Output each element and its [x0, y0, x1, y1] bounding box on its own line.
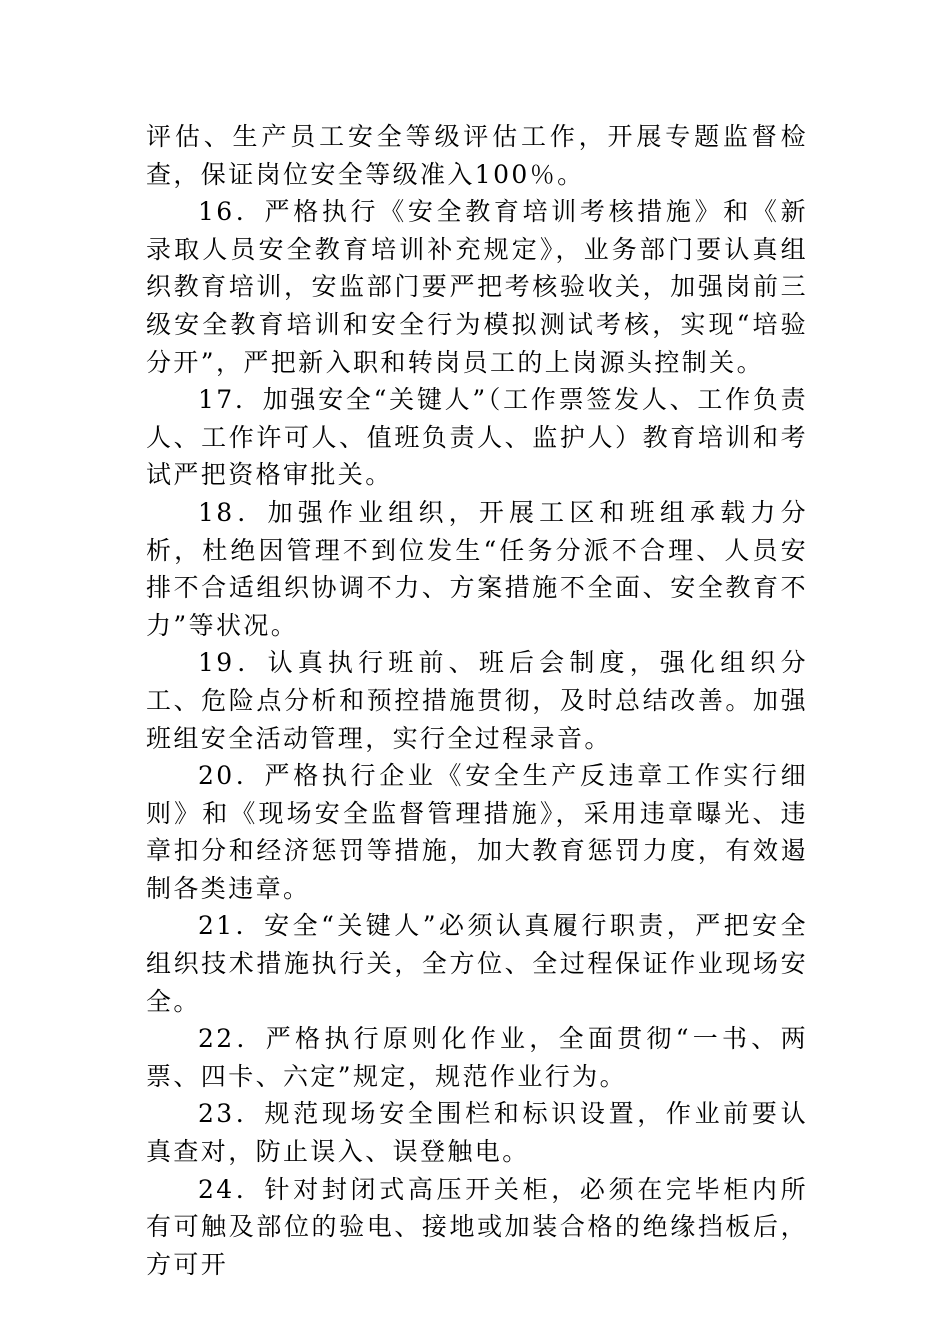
paragraph-item-21: 21．安全“关键人”必须认真履行职责，严把安全组织技术措施执行关，全方位、全过程保证作业现场安全。	[146, 911, 808, 1016]
paragraph-item-19: 19．认真执行班前、班后会制度，强化组织分工、危险点分析和预控措施贯彻，及时总结改善。加强班组安全活动管理，实行全过程录音。	[146, 648, 808, 753]
paragraph-item-17: 17．加强安全“关键人”（工作票签发人、工作负责人、工作许可人、值班负责人、监护人）教育培训和考试严把资格审批关。	[146, 385, 808, 490]
paragraph-item-22: 22．严格执行原则化作业，全面贯彻“一书、两票、四卡、六定”规定，规范作业行为。	[146, 1024, 808, 1091]
document-body	[146, 118, 808, 1283]
paragraph-item-23: 23．规范现场安全围栏和标识设置，作业前要认真查对，防止误入、误登触电。	[146, 1099, 808, 1167]
paragraph-item-24: 24．针对封闭式高压开关柜，必须在完毕柜内所有可触及部位的验电、接地或加装合格的绝缘挡板后，方可开	[146, 1174, 808, 1279]
paragraph-item-16: 16．严格执行《安全教育培训考核措施》和《新录取人员安全教育培训补充规定》，业务部门要认真组织教育培训，安监部门要严把考核验收关，加强岗前三级安全教育培训和安全行为模拟测试考核，实现“培验分开”，严把新入职和转岗员工的上岗源头控制关。	[146, 197, 808, 377]
paragraph-item-18: 18．加强作业组织，开展工区和班组承载力分析，杜绝因管理不到位发生“任务分派不合理、人员安排不合适组织协调不力、方案措施不全面、安全教育不力”等状况。	[146, 497, 808, 640]
paragraph-continuation: 评估、生产员工安全等级评估工作，开展专题监督检查，保证岗位安全等级准入100％。	[146, 122, 808, 189]
paragraph-item-20: 20．严格执行企业《安全生产反违章工作实行细则》和《现场安全监督管理措施》，采用违章曝光、违章扣分和经济惩罚等措施，加大教育惩罚力度，有效遏制各类违章。	[146, 761, 808, 903]
